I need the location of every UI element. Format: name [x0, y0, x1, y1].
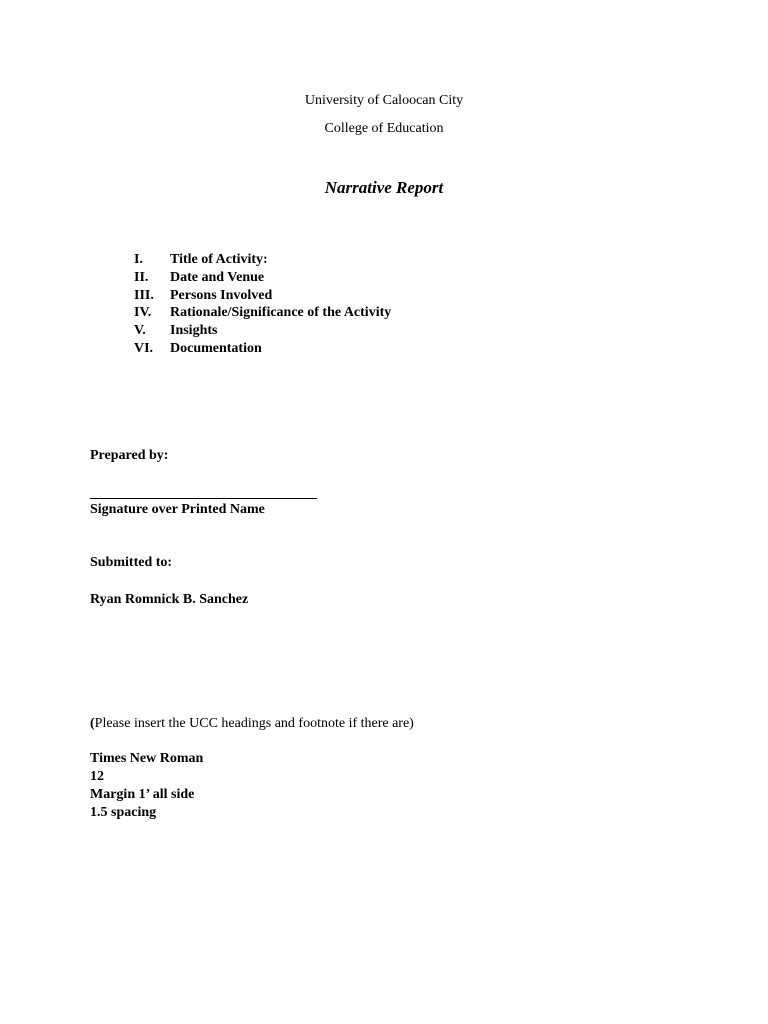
outline-number: IV. [134, 305, 152, 321]
note-text: Please insert the UCC headings and footnote if there are) [94, 716, 414, 731]
submitted-to-name: Ryan Romnick B. Sanchez [90, 592, 249, 607]
note-open-paren: ( [90, 716, 95, 731]
outline-number: III. [134, 287, 154, 303]
outline-label: Date and Venue [170, 269, 265, 285]
submitted-to-label: Submitted to: [90, 555, 173, 570]
format-font: Times New Roman [90, 751, 204, 766]
document-title: Narrative Report [324, 178, 444, 197]
outline-label: Documentation [170, 340, 262, 356]
signature-caption: Signature over Printed Name [90, 502, 265, 517]
format-size: 12 [90, 769, 104, 784]
report-outline [134, 251, 391, 358]
outline-item [134, 269, 391, 287]
prepared-by-label: Prepared by: [90, 448, 169, 463]
college-name: College of Education [324, 121, 444, 136]
signature-line [90, 498, 317, 499]
outline-label: Title of Activity: [170, 252, 268, 267]
format-margin: Margin 1’ all side [90, 787, 195, 802]
outline-item [134, 251, 391, 269]
outline-item [134, 322, 391, 340]
outline-number: V. [134, 323, 146, 339]
outline-item [134, 287, 391, 305]
outline-item [134, 304, 391, 322]
outline-label: Persons Involved [170, 287, 273, 303]
formatting-note [90, 715, 414, 733]
outline-item [134, 340, 391, 358]
university-name: University of Caloocan City [304, 93, 464, 108]
outline-number: VI. [134, 340, 154, 356]
outline-number: I. [134, 252, 143, 267]
outline-label: Insights [170, 323, 218, 339]
format-spacing: 1.5 spacing [90, 805, 157, 820]
outline-label: Rationale/Significance of the Activity [170, 305, 392, 321]
outline-number: II. [134, 269, 149, 285]
